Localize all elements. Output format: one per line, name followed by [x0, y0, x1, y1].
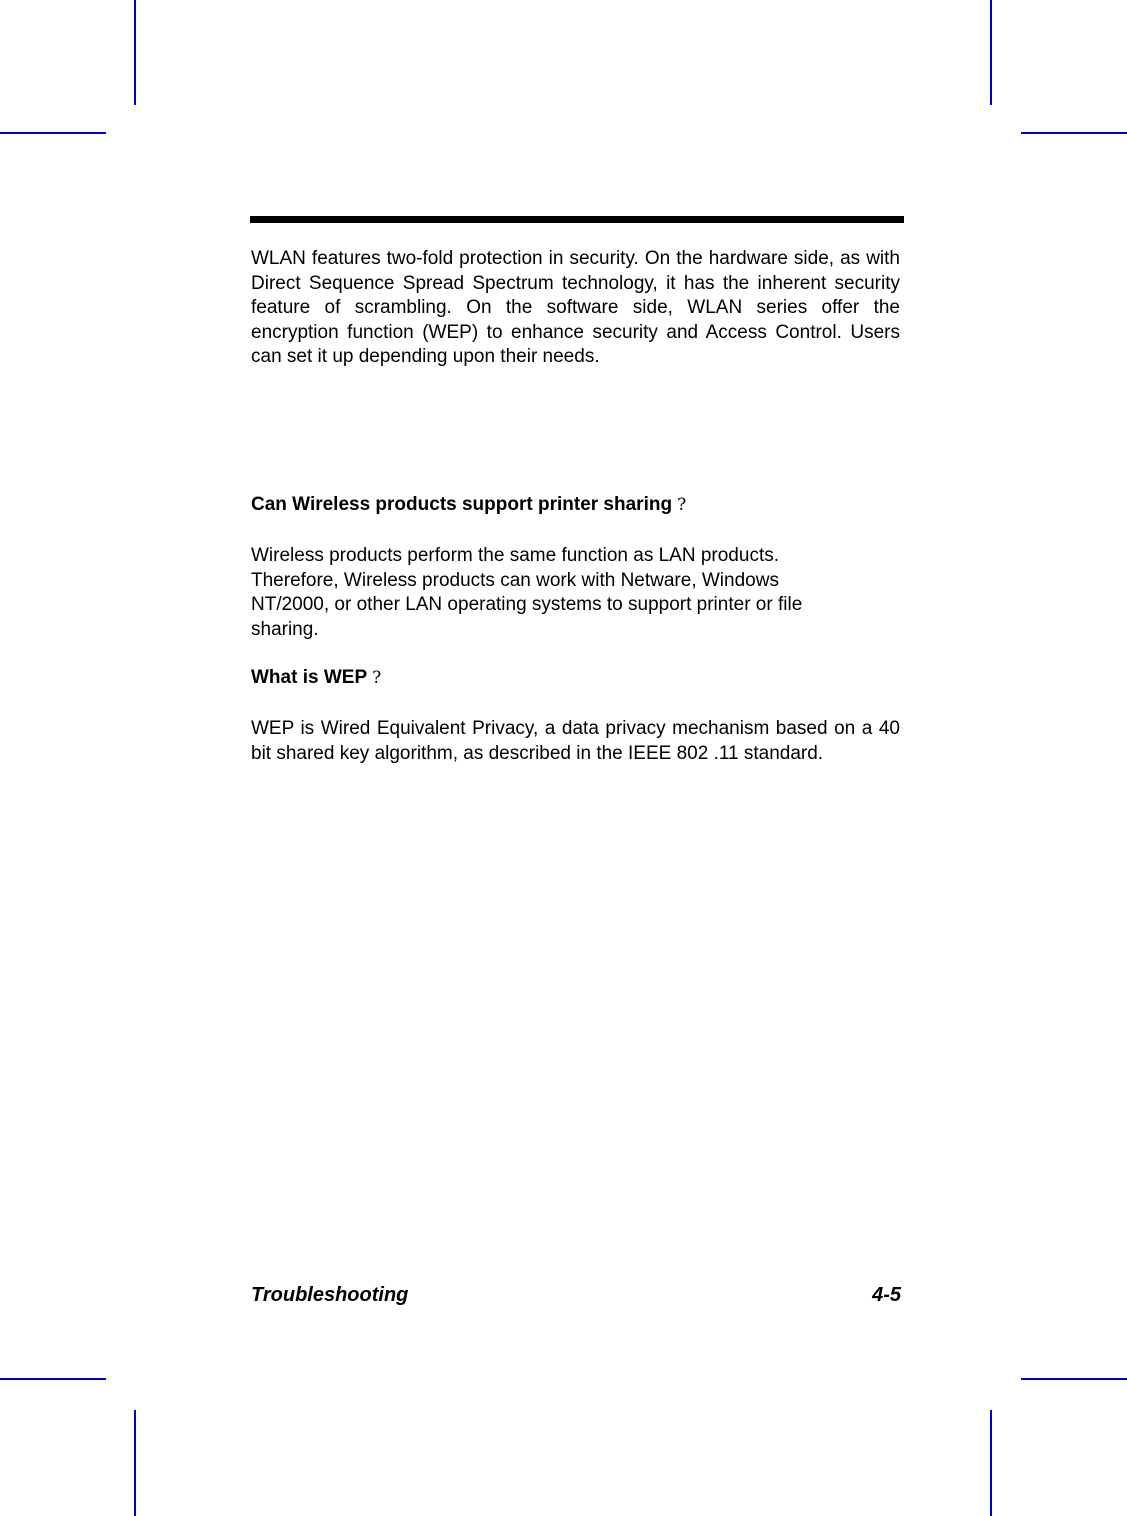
crop-mark-top-left-vertical: [134, 0, 136, 105]
crop-mark-bottom-right-vertical: [990, 1410, 992, 1516]
faq-question-text: What is WEP: [251, 667, 368, 688]
faq-answer-wep: WEP is Wired Equivalent Privacy, a data privacy mechanism based on a 40 bit shared key algorithm, as described in the IEEE 802 .11 standard.: [251, 718, 900, 764]
faq-question-text: Can Wireless products support printer sharing: [251, 494, 673, 515]
footer-section-title: Troubleshooting: [251, 1284, 409, 1306]
footer-page-number: 4-5: [872, 1284, 901, 1306]
crop-mark-top-right-vertical: [990, 0, 992, 105]
crop-mark-top-right-horizontal: [1021, 132, 1127, 134]
header-rule: [250, 216, 904, 223]
page-footer: [251, 1284, 901, 1310]
question-mark: ?: [677, 495, 687, 515]
faq-question-printer-sharing: [251, 493, 686, 518]
crop-mark-bottom-right-horizontal: [1021, 1378, 1127, 1380]
intro-paragraph: WLAN features two-fold protection in security. On the hardware side, as with Direct Sequence Spread Spectrum technology, it has the inherent security feature of scrambling. On the software side, WLAN series offer the encryption function (WEP) to enhance security and Access Control. Users can set it up depending upon their needs.: [251, 248, 900, 368]
question-mark: ?: [372, 668, 382, 688]
faq-question-wep: [251, 666, 381, 691]
crop-mark-top-left-horizontal: [0, 132, 106, 134]
faq-answer-printer-sharing: Wireless products perform the same function as LAN products. Therefore, Wireless products can work with Netware, Windows NT/2000, or other LAN operating systems to support printer or file sharing.: [251, 545, 803, 640]
crop-mark-bottom-left-vertical: [134, 1410, 136, 1516]
crop-mark-bottom-left-horizontal: [0, 1378, 106, 1380]
